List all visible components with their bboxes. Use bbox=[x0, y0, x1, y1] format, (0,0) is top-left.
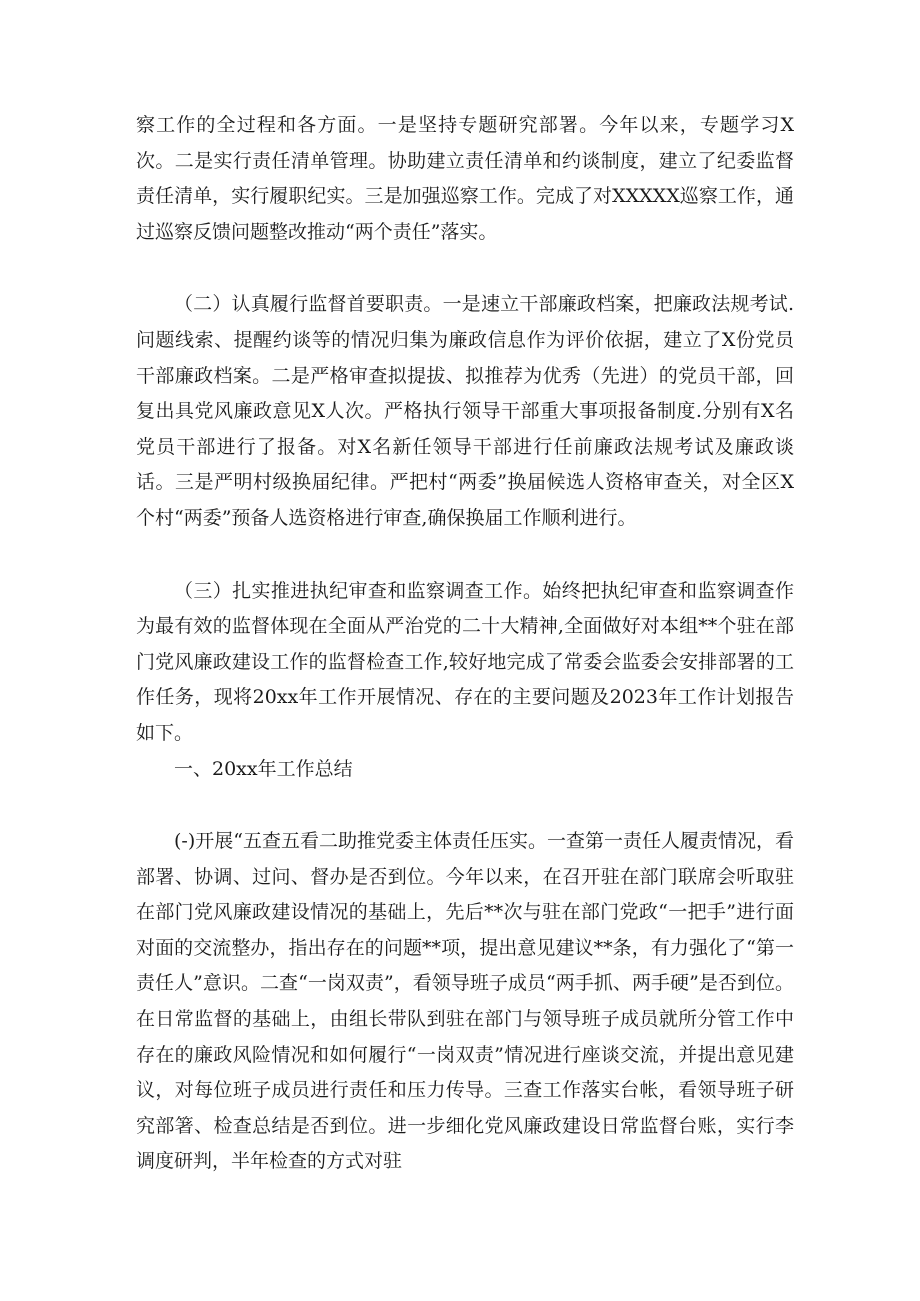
paragraph-subsection-1: (-)开展“五查五看二助推党委主体责任压实。一查第一责任人履责情况，看部署、协调、过问、督办是否到位。今年以来，在召开驻在部门联席会听取驻在部门党风廉政建设情况的基础上，先后**次与驻在部门党政“一把手”进行面对面的交流整办，指出存在的问题**项，提出意见建议**条，有力强化了“第一责任人”意识。二查“一岗双责”，看领导班子成员“两手抓、两手硬”是否到位。在日常监督的基础上，由组长带队到驻在部门与领导班子成员就所分管工作中存在的廉政风险情况和如何履行“一岗双责”情况进行座谈交流，并提出意见建议，对每位班子成员进行责任和压力传导。三查工作落实台帐，看领导班子研究部箸、检查总结是否到位。进一步细化党风廉政建设日常监督台账，实行李调度研判，半年检查的方式对驻 bbox=[136, 830, 794, 1173]
section-heading-summary: 一、20xx年工作总结 bbox=[174, 757, 353, 780]
paragraph-continuation: 察工作的全过程和各方面。一是坚持专题研究部署。今年以来，专题学习X次。二是实行责任清单管理。协助建立责任清单和约谈制度，建立了纪委监督责任清单，实行履职纪实。三是加强巡察工作。完成了对XXXXX巡察工作，通过巡察反馈问题整改推动“两个责任”落实。 bbox=[136, 114, 794, 243]
paragraph-section-3: （三）扎实推进执纪审查和监察调查工作。始终把执纪审查和监察调查作为最有效的监督体现在全面从严治党的二十大精神,全面做好对本组**个驻在部门党风廉政建设工作的监督检查工作,较好地完成了常委会监委会安排部署的工作任务，现将20xx年工作开展情况、存在的主要问题及2023年工作计划报告如下。 bbox=[136, 579, 794, 744]
paragraph-section-2: （二）认真履行监督首要职责。一是速立干部廉政档案，把廉政法规考试.问题线索、提醒约谈等的情况归集为廉政信息作为评价依据，建立了X份党员干部廉政档案。二是严格审查拟提拔、拟推荐为优秀（先进）的党员干部，回复出具党风廉政意见X人次。严格执行领导干部重大事项报备制度.分别有X名党员干部进行了报备。对X名新任领导干部进行任前廉政法规考试及廉政谈话。三是严明村级换届纪律。严把村“两委”换届候选人资格审查关，对全区X个村“两委”预备人选资格进行审查,确保换届工作顺利进行。 bbox=[136, 293, 794, 529]
document-body bbox=[136, 108, 794, 1180]
